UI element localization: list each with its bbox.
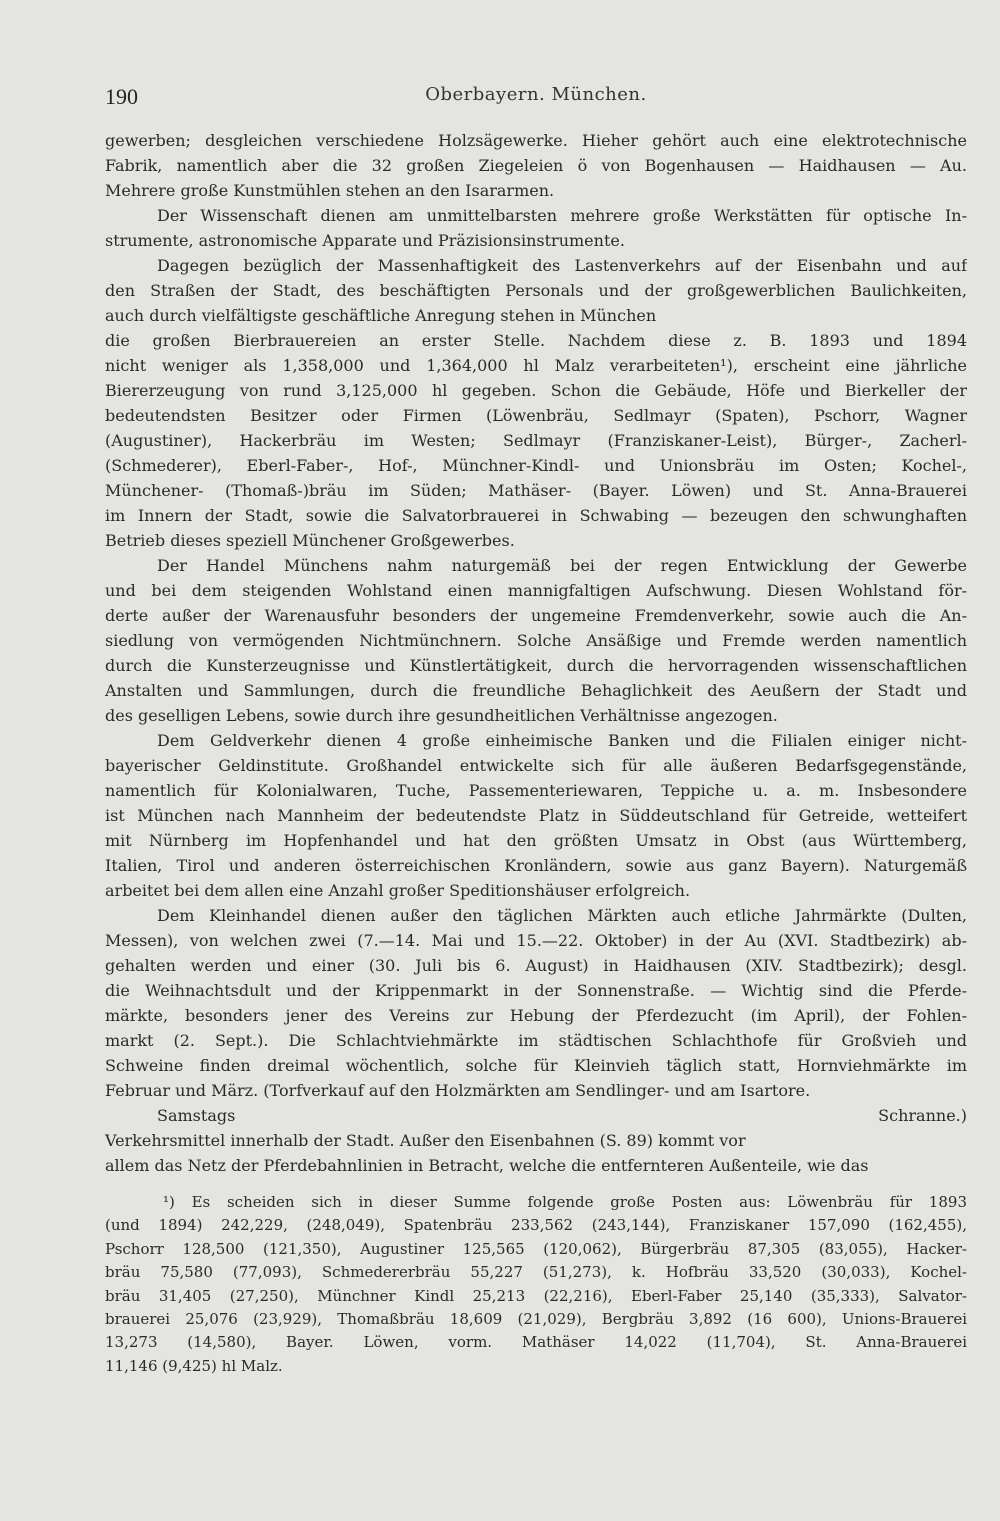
text-line: Anstalten und Sammlungen, durch die freundliche Behaglichkeit des Aeußern der Stadt und [105,681,967,700]
text-line: Betrieb dieses speziell Münchener Großgewerbes. [105,531,515,550]
text-line: Februar und März. (Torfverkauf auf den Holzmärkten am Sendlinger- und am Isartore. [105,1081,811,1100]
text-line: gehalten werden und einer (30. Juli bis 6. August) in Haidhausen (XIV. Stadtbezirk); desgl. [105,956,967,975]
text-line: auch durch vielfältigste geschäftliche Anregung stehen in München [105,306,657,325]
footnote-line: brauerei 25,076 (23,929), Thomaßbräu 18,609 (21,029), Bergbräu 3,892 (16 600), Unions-Brauerei [105,1309,967,1328]
text-line: Biererzeugung von rund 3,125,000 hl gegeben. Schon die Gebäude, Höfe und Bierkeller der [105,381,967,400]
text-line: Samstags Schranne.) [157,1106,967,1125]
text-line: märkte, besonders jener des Vereins zur Hebung der Pferdezucht (im April), der Fohlen- [105,1006,967,1025]
text-line: gewerben; desgleichen verschiedene Holzsägewerke. Hieher gehört auch eine elektrotechnische [105,131,967,150]
text-line: den Straßen der Stadt, des beschäftigten Personals und der großgewerblichen Baulichkeiten, [105,281,967,300]
text-line: und bei dem steigenden Wohlstand einen mannigfaltigen Aufschwung. Diesen Wohlstand för- [105,581,967,600]
text-line: bedeutendsten Besitzer oder Firmen (Löwenbräu, Sedlmayr (Spaten), Pschorr, Wagner [105,406,967,425]
text-line: Dem Geldverkehr dienen 4 große einheimische Banken und die Filialen einiger nicht- [157,731,967,750]
footnote-line: ¹) Es scheiden sich in dieser Summe folgende große Posten aus: Löwenbräu für 1893 [163,1193,967,1211]
page-number: 190 [105,84,138,109]
text-line: arbeitet bei dem allen eine Anzahl großer Speditionshäuser erfolgreich. [105,881,691,900]
text-line: Der Handel Münchens nahm naturgemäß bei der regen Entwicklung der Gewerbe [157,556,967,575]
text-line: Münchener- (Thomaß-)bräu im Süden; Mathäser- (Bayer. Löwen) und St. Anna-Brauerei [105,481,967,500]
text-line: allem das Netz der Pferdebahnlinien in Betracht, welche die entfernteren Außenteile, wie das [105,1156,869,1175]
text-line: Dem Kleinhandel dienen außer den täglichen Märkten auch etliche Jahrmärkte (Dulten, [157,906,967,925]
text-line: Dagegen bezüglich der Massenhaftigkeit des Lastenverkehrs auf der Eisenbahn und auf [157,256,967,275]
footnote-line: 11,146 (9,425) hl Malz. [105,1356,283,1375]
text-line: siedlung von vermögenden Nichtmünchnern. Solche Ansäßige und Fremde werden namentlich [105,631,967,650]
text-line: Italien, Tirol und anderen österreichischen Kronländern, sowie aus ganz Bayern). Naturgemäß [105,856,967,875]
text-line: bayerischer Geldinstitute. Großhandel entwickelte sich für alle äußeren Bedarfsgegenstände, [105,756,967,775]
text-line: durch die Kunsterzeugnisse und Künstlertätigkeit, durch die hervorragenden wissenschaftlichen [105,656,967,675]
text-line: markt (2. Sept.). Die Schlachtviehmärkte im städtischen Schlachthofe für Großvieh und [105,1031,967,1050]
footnote-line: 13,273 (14,580), Bayer. Löwen, vorm. Mathäser 14,022 (11,704), St. Anna-Brauerei [105,1333,967,1352]
text-line: Messen), von welchen zwei (7.—14. Mai und 15.—22. Oktober) in der Au (XVI. Stadtbezirk) ab- [105,931,967,950]
text-line: Fabrik, namentlich aber die 32 großen Ziegeleien ö von Bogenhausen — Haidhausen — Au. [105,156,967,175]
text-line: Der Wissenschaft dienen am unmittelbarsten mehrere große Werkstätten für optische In- [157,206,967,225]
page-header [105,84,967,114]
text-line: Schweine finden dreimal wöchentlich, solche für Kleinvieh täglich statt, Hornviehmärkte im [105,1056,967,1075]
text-line: ist München nach Mannheim der bedeutendste Platz in Süddeutschland für Getreide, wetteifert [105,806,967,825]
text-line: die großen Bierbrauereien an erster Stelle. Nachdem diese z. B. 1893 und 1894 [105,331,967,350]
footnote-line: (und 1894) 242,229, (248,049), Spatenbräu 233,562 (243,144), Franziskaner 157,090 (162,455), [105,1216,967,1235]
text-line: im Innern der Stadt, sowie die Salvatorbrauerei in Schwabing — bezeugen den schwunghaften [105,506,967,525]
text-line: des geselligen Lebens, sowie durch ihre gesundheitlichen Verhältnisse angezogen. [105,706,778,725]
text-line: strumente, astronomische Apparate und Präzisionsinstrumente. [105,231,625,250]
footnote-line: bräu 75,580 (77,093), Schmedererbräu 55,227 (51,273), k. Hofbräu 33,520 (30,033), Kochel- [105,1263,967,1282]
text-line: (Augustiner), Hackerbräu im Westen; Sedlmayr (Franziskaner-Leist), Bürger-, Zacherl- [105,431,967,450]
footnote-line: Pschorr 128,500 (121,350), Augustiner 125,565 (120,062), Bürgerbräu 87,305 (83,055), Hacker- [105,1239,967,1258]
text-line: mit Nürnberg im Hopfenhandel und hat den größten Umsatz in Obst (aus Württemberg, [105,831,967,850]
footnote-line: bräu 31,405 (27,250), Münchner Kindl 25,213 (22,216), Eberl-Faber 25,140 (35,333), Salvator- [105,1286,967,1305]
footnotes [105,1191,967,1378]
text-line: namentlich für Kolonialwaren, Tuche, Passementeriewaren, Teppiche u. a. m. Insbesondere [105,781,967,800]
text-line: Mehrere große Kunstmühlen stehen an den Isararmen. [105,181,555,200]
text-line: (Schmederer), Eberl-Faber-, Hof-, Münchner-Kindl- und Unionsbräu im Osten; Kochel-, [105,456,967,475]
running-head: Oberbayern. München. [425,84,647,105]
body-text [105,128,967,1178]
text-line: nicht weniger als 1,358,000 und 1,364,000 hl Malz verarbeiteten¹), erscheint eine jährliche [105,356,967,375]
text-line: die Weihnachtsdult und der Krippenmarkt in der Sonnenstraße. — Wichtig sind die Pferde- [105,981,967,1000]
text-line: derte außer der Warenausfuhr besonders der ungemeine Fremdenverkehr, sowie auch die An- [105,606,967,625]
text-line: Verkehrsmittel innerhalb der Stadt. Außer den Eisenbahnen (S. 89) kommt vor [105,1131,746,1150]
